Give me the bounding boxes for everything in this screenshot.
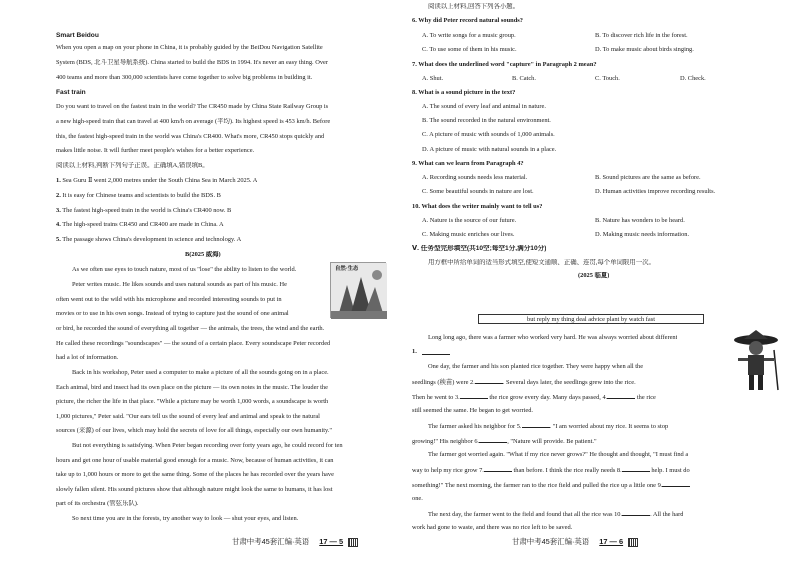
- story-text: than before. I think the rice really needs 8.: [511, 467, 622, 474]
- story-line: The farmer got worried again. "What if my rice never grows?" He thought and thought, "I must find a: [428, 451, 689, 458]
- option[interactable]: A. Recording sounds needs less material.: [422, 174, 528, 181]
- story-text: . All the hard: [650, 511, 684, 518]
- train-title: Fast train: [56, 89, 86, 96]
- option[interactable]: B. Catch.: [512, 75, 536, 82]
- story-line: one.: [412, 495, 423, 502]
- statement: [56, 236, 241, 244]
- passage-b-title: B(2025 威海): [185, 251, 221, 258]
- statement-number: 5.: [56, 236, 61, 243]
- section-5-title: Ⅴ. 任务型完形填空(共10空;每空1分,满分10分): [412, 245, 547, 252]
- word-box: [478, 314, 704, 324]
- passage-b-line: hours and get one hour of usable material good enough for a music. Now, because of human activities, it can: [56, 457, 334, 464]
- statement-number: 3.: [56, 207, 61, 214]
- option[interactable]: C. Making music enriches our lives.: [422, 231, 515, 238]
- story-text: growing!" His neighbor 6.: [412, 438, 480, 445]
- footer-text: 甘肃中考45套汇编·英语: [512, 537, 590, 546]
- passage-b-line: part of its orchestra (管弦乐队).: [56, 500, 139, 507]
- option[interactable]: B. Sound pictures are the same as before.: [595, 174, 701, 181]
- passage-b-line: 1,000 pictures," Peter said. "Our ears tell us the sound of every leaf and animal and speak to the natural: [56, 413, 320, 420]
- story-text: Then he went to 3.: [412, 394, 460, 401]
- option[interactable]: D. To make music about birds singing.: [595, 46, 694, 53]
- passage-b-line: take up to 1,000 hours or more to get the same thing. Some of the places he has recorded over the years have: [56, 471, 334, 478]
- statement-number: 4.: [56, 221, 61, 228]
- story-text: The farmer asked his neighbor for 5.: [428, 423, 522, 430]
- statement: [56, 221, 224, 229]
- passage-b-line: often went out to the wild with his microphone and recorded interesting sounds to put in: [56, 296, 282, 303]
- word-box-words: but reply my thing deal advice plant by watch fast: [527, 316, 655, 323]
- forest-illustration: [330, 262, 386, 318]
- tf-instruction: 阅读以上材料,判断下列句子正误。正确填A,错误填B。: [56, 162, 209, 169]
- option[interactable]: D. Check.: [680, 75, 706, 82]
- passage-b-line: So next time you are in the forests, try another way to look — shut your eyes, and listen.: [72, 515, 299, 522]
- story-text: something!" The next morning, the farmer ran to the rice field and pulled the rice up a little one 9.: [412, 482, 663, 489]
- passage-b-line: or bird, he recorded the sound of everything all together — the animals, the trees, the wind and the earth.: [56, 325, 325, 332]
- beidou-title: Smart Beidou: [56, 32, 99, 39]
- statement-number: 2.: [56, 192, 61, 199]
- statement: [56, 192, 221, 200]
- right-page: [400, 0, 800, 566]
- option[interactable]: A. The sound of every leaf and animal in nature.: [422, 103, 546, 110]
- section-5-instruction: 用方框中所给单词的适当形式填空,使短文通顺、正确、连贯,每个单词限用一次。: [428, 259, 655, 266]
- story-line: One day, the farmer and his son planted rice together. They were happy when all the: [428, 363, 644, 370]
- option[interactable]: B. The sound recorded in the natural environment.: [422, 117, 551, 124]
- story-text: . Several days later, the seedlings grew into the rice.: [502, 379, 636, 386]
- option[interactable]: D. A picture of music with natural sounds in a place.: [422, 146, 557, 153]
- train-line: makes little noise. It will further meet people's wishes for a better experience.: [56, 147, 255, 154]
- statement-text: The fastest high-speed train in the world is China's CR400 now. B: [62, 207, 232, 214]
- statement-text: Sea Guru Ⅱ went 2,000 metres under the South China Sea in March 2025. A: [62, 177, 258, 184]
- story-text: , "Nature will provide. Be patient.": [507, 438, 597, 445]
- footer-text: 甘肃中考45套汇编·英语: [232, 537, 310, 546]
- statement: [56, 207, 231, 215]
- passage-b-line: had a lot of information.: [56, 354, 119, 361]
- story-text: the rice grow every day. Many days passed, 4.: [487, 394, 608, 401]
- page-footer: [232, 536, 358, 547]
- passage-b-line: He called these recordings "soundscapes" — the sound of a certain place. Every soundscape Peter recorded: [56, 340, 331, 347]
- statement: [56, 177, 257, 185]
- option[interactable]: B. Nature has wonders to be heard.: [595, 217, 685, 224]
- option[interactable]: C. Some beautiful sounds in nature are lost.: [422, 188, 534, 195]
- statement-text: The passage shows China's development in science and technology. A: [62, 236, 242, 243]
- story-text: help. I must do: [649, 467, 690, 474]
- beidou-line: When you open a map on your phone in China, it is probably guided by the BeiDou Navigation Satellite: [56, 44, 323, 51]
- question-9: 9. What can we learn from Paragraph 4?: [412, 160, 524, 167]
- statement-text: The high-speed trains CR450 and CR400 are made in China. A: [62, 221, 224, 228]
- option[interactable]: C. Touch.: [595, 75, 620, 82]
- section-5-source: (2025 临夏): [578, 272, 610, 279]
- story-text: The next day, the farmer went to the field and found that all the rice was 10.: [428, 511, 623, 518]
- story-line: still seemed the same. He began to get worried.: [412, 407, 534, 414]
- option[interactable]: C. A picture of music with sounds of 1,000 animals.: [422, 131, 555, 138]
- passage-b-line: movies or to use in his own songs. Instead of trying to capture just the sound of one animal: [56, 310, 289, 317]
- passage-b-line: Peter writes music. He likes sounds and uses natural sounds as part of his music. He: [72, 281, 287, 288]
- beidou-line: System (BDS, 北斗卫星导航系统). China started to build the BDS in 1994. It's never an easy thing. Over: [56, 59, 329, 66]
- story-line: Long long ago, there was a farmer who worked very hard. He was always worried about different: [428, 334, 678, 341]
- passage-b-line: sources (来源) of our lives, which may hold the secrets of love for all things, especially our own humanity.": [56, 427, 333, 434]
- statement-number: 1.: [56, 177, 61, 184]
- page-number: 17 — 5: [319, 537, 344, 546]
- option[interactable]: D. Human activities improve recording results.: [595, 188, 716, 195]
- option[interactable]: A. To write songs for a music group.: [422, 32, 516, 39]
- passage-b-line: Back in his workshop, Peter used a computer to make a picture of all the sounds going on in a place.: [72, 369, 329, 376]
- option[interactable]: D. Making music needs information.: [595, 231, 690, 238]
- illustration-caption: 自然·生态: [335, 266, 359, 272]
- passage-b-line: As we often use eyes to touch nature, most of us "lose" the ability to listen to the world.: [72, 266, 297, 273]
- story-text: . "I am worried about my rice. It seems to stop: [549, 423, 669, 430]
- question-10: 10. What does the writer mainly want to tell us?: [412, 203, 543, 210]
- passage-b-line: picture, the richer the life in that place. "While a picture may be worth 1,000 words, a soundscape is worth: [56, 398, 329, 405]
- option[interactable]: C. To use some of them in his music.: [422, 46, 517, 53]
- story-text: the rice: [635, 394, 656, 401]
- train-line: Do you want to travel on the fastest train in the world? The CR450 made by China State Railway Group is: [56, 103, 329, 110]
- blank-label: 1.: [412, 348, 417, 355]
- story-text: way to help my rice grow 7.: [412, 467, 484, 474]
- statement-text: It is easy for Chinese teams and scientists to build the BDS. B: [62, 192, 221, 199]
- train-line: this, the fastest high-speed train in the world was China's CR400. What's more, CR450 stops quickly and: [56, 133, 325, 140]
- story-text: seedlings (秧苗) were 2.: [412, 379, 475, 386]
- passage-b-line: But not everything is satisfying. When Peter began recording over forty years ago, he could record for ten: [72, 442, 343, 449]
- question-8: 8. What is a sound picture in the text?: [412, 89, 516, 96]
- qr-code-icon: [348, 538, 358, 547]
- page-number: 17 — 6: [599, 537, 624, 546]
- passage-b-line: Each animal, bird and insect had its own place on the picture — its own notes in the music. The louder the: [56, 384, 328, 391]
- reading-instruction: 阅读以上材料,回答下列各小题。: [428, 3, 520, 10]
- option[interactable]: B. To discover rich life in the forest.: [595, 32, 688, 39]
- train-line: a new high-speed train that can travel at 400 km/h on average (平均). Its highest speed is 453 km/h. Before: [56, 118, 331, 125]
- question-6: 6. Why did Peter record natural sounds?: [412, 17, 523, 24]
- beidou-line: 400 teams and more than 300,000 scientists have come together to solve big problems in building it.: [56, 74, 313, 81]
- question-7: 7. What does the underlined word "capture" in Paragraph 2 mean?: [412, 61, 597, 68]
- option[interactable]: A. Shut.: [422, 75, 444, 82]
- passage-b-line: slowly fallen silent. His sound pictures show that although nature might look the same to humans, it has lost: [56, 486, 333, 493]
- option[interactable]: A. Nature is the source of our future.: [422, 217, 517, 224]
- story-line: work had gone to waste, and there was no rice left to be saved.: [412, 524, 573, 531]
